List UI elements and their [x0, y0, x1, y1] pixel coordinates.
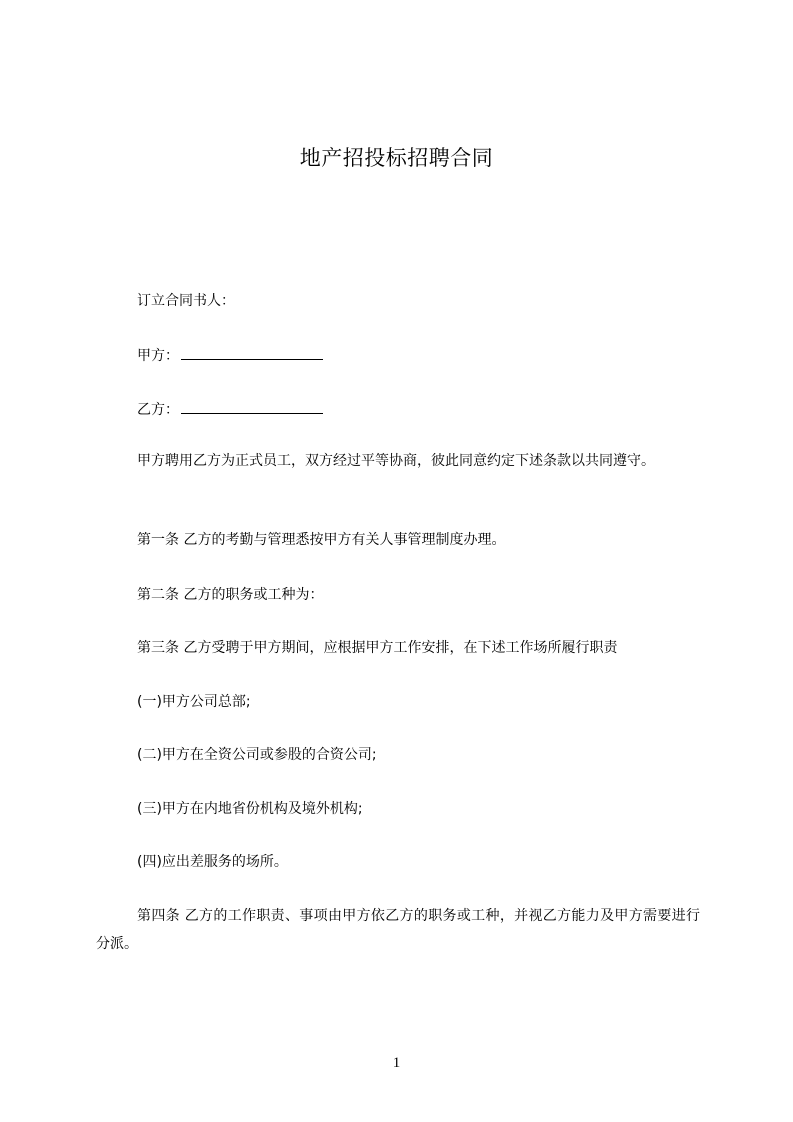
- article-3-item: (一)甲方公司总部;: [137, 694, 251, 710]
- article-1: 第一条 乙方的考勤与管理悉按甲方有关人事管理制度办理。: [137, 532, 506, 548]
- page-number: 1: [392, 1055, 401, 1071]
- signatories-heading: 订立合同书人：: [137, 293, 235, 309]
- intro-paragraph: 甲方聘用乙方为正式员工，双方经过平等协商，彼此同意约定下述条款以共同遵守。: [137, 453, 655, 469]
- party-b-blank: [181, 399, 323, 414]
- article-3: 第三条 乙方受聘于甲方期间，应根据甲方工作安排，在下述工作场所履行职责: [137, 640, 618, 656]
- party-b-label: 乙方：: [137, 402, 179, 418]
- article-2: 第二条 乙方的职务或工种为：: [137, 587, 324, 603]
- document-title: 地产招投标招聘合同: [299, 146, 494, 170]
- article-3-item: (四)应出差服务的场所。: [137, 854, 288, 870]
- article-3-item: (三)甲方在内地省份机构及境外机构;: [137, 801, 363, 817]
- article-4-paragraph: 第四条 乙方的工作职责、事项由甲方依乙方的职务或工种，并视乙方能力及甲方需要进行分派。: [96, 908, 700, 952]
- article-3-item: (二)甲方在全资公司或参股的合资公司;: [137, 747, 377, 763]
- party-b-line: [137, 399, 323, 420]
- party-a-label: 甲方：: [137, 348, 179, 364]
- party-a-blank: [181, 345, 323, 360]
- party-a-line: [137, 345, 323, 366]
